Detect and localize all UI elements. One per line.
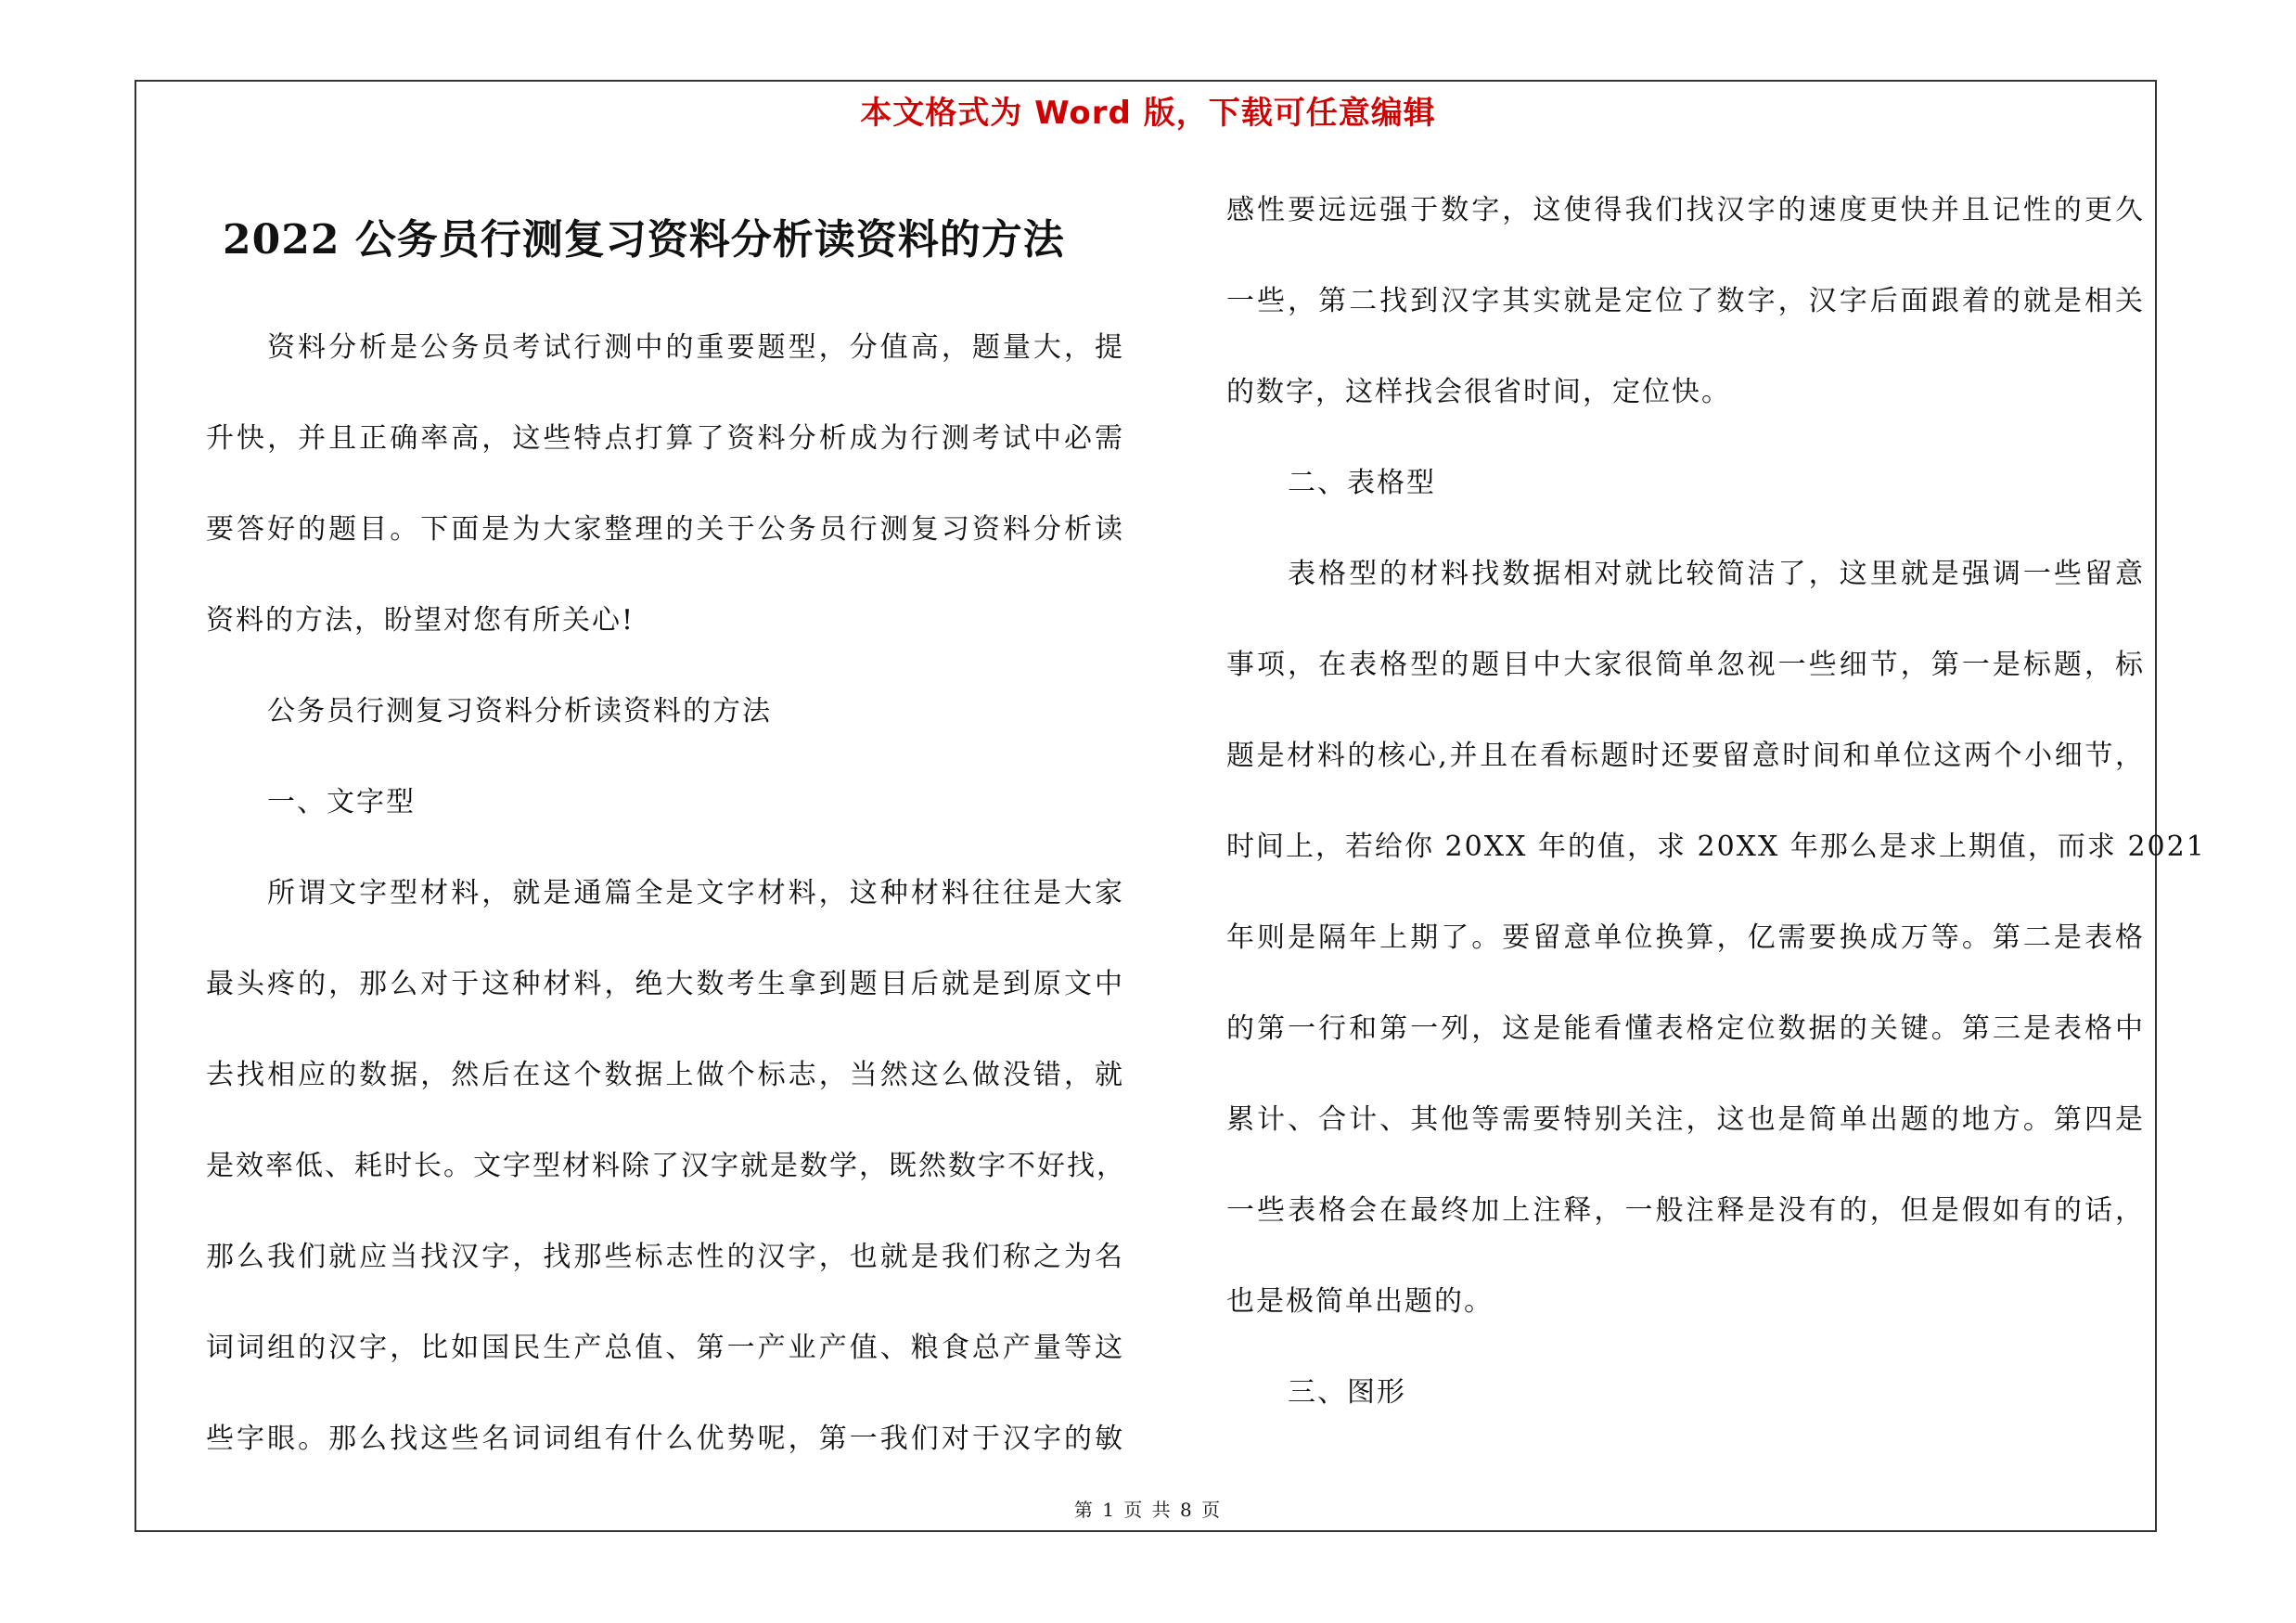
text-line: 的第一行和第一列，这是能看懂表格定位数据的关键。第三是表格中: [1226, 1012, 2145, 1045]
text-line: 最头疼的，那么对于这种材料，绝大数考生拿到题目后就是到原文中: [206, 968, 1124, 1000]
text-line: 事项，在表格型的题目中大家很简单忽视一些细节，第一是标题，标: [1226, 649, 2145, 681]
text-line: 也是极简单出题的。: [1226, 1285, 1494, 1318]
text-line: 公务员行测复习资料分析读资料的方法: [267, 695, 772, 728]
format-banner: 本文格式为 Word 版，下载可任意编辑: [860, 95, 1436, 132]
page-number: 第 1 页 共 8 页: [1073, 1499, 1223, 1521]
text-line: 资料分析是公务员考试行测中的重要题型，分值高，题量大，提: [267, 331, 1124, 364]
text-line: 三、图形: [1288, 1376, 1406, 1409]
text-line: 的数字，这样找会很省时间，定位快。: [1226, 376, 1731, 408]
text-line: 要答好的题目。下面是为大家整理的关于公务员行测复习资料分析读: [206, 513, 1124, 546]
text-line: 累计、合计、其他等需要特别关注，这也是简单出题的地方。第四是: [1226, 1103, 2145, 1136]
text-line: 些字眼。那么找这些名词词组有什么优势呢，第一我们对于汉字的敏: [206, 1423, 1124, 1455]
text-line: 资料的方法，盼望对您有所关心!: [206, 604, 635, 637]
text-line: 所谓文字型材料，就是通篇全是文字材料，这种材料往往是大家: [267, 877, 1124, 909]
text-line: 时间上，若给你 20XX 年的值，求 20XX 年那么是求上期值，而求 2021: [1226, 831, 2206, 863]
text-line: 题是材料的核心,并且在看标题时还要留意时间和单位这两个小细节，: [1226, 740, 2145, 772]
text-line: 表格型的材料找数据相对就比较简洁了，这里就是强调一些留意: [1288, 558, 2145, 590]
text-line: 年则是隔年上期了。要留意单位换算，亿需要换成万等。第二是表格: [1226, 921, 2145, 954]
text-line: 一些，第二找到汉字其实就是定位了数字，汉字后面跟着的就是相关: [1226, 285, 2145, 317]
left-text-column: [206, 303, 1124, 1485]
text-line: 是效率低、耗时长。文字型材料除了汉字就是数学，既然数字不好找，: [206, 1150, 1126, 1182]
text-line: 那么我们就应当找汉字，找那些标志性的汉字，也就是我们称之为名: [206, 1241, 1124, 1273]
document-title: 2022 公务员行测复习资料分析读资料的方法: [223, 216, 1065, 264]
text-line: 二、表格型: [1288, 467, 1436, 499]
text-line: 一、文字型: [267, 786, 416, 818]
text-line: 一些表格会在最终加上注释，一般注释是没有的，但是假如有的话，: [1226, 1194, 2145, 1227]
text-line: 词词组的汉字，比如国民生产总值、第一产业产值、粮食总产量等这: [206, 1332, 1124, 1364]
text-line: 升快，并且正确率高，这些特点打算了资料分析成为行测考试中必需: [206, 422, 1124, 455]
right-text-column: [1226, 165, 2206, 1438]
text-line: 感性要远远强于数字，这使得我们找汉字的速度更快并且记性的更久: [1226, 194, 2145, 226]
text-line: 去找相应的数据，然后在这个数据上做个标志，当然这么做没错，就: [206, 1059, 1124, 1091]
